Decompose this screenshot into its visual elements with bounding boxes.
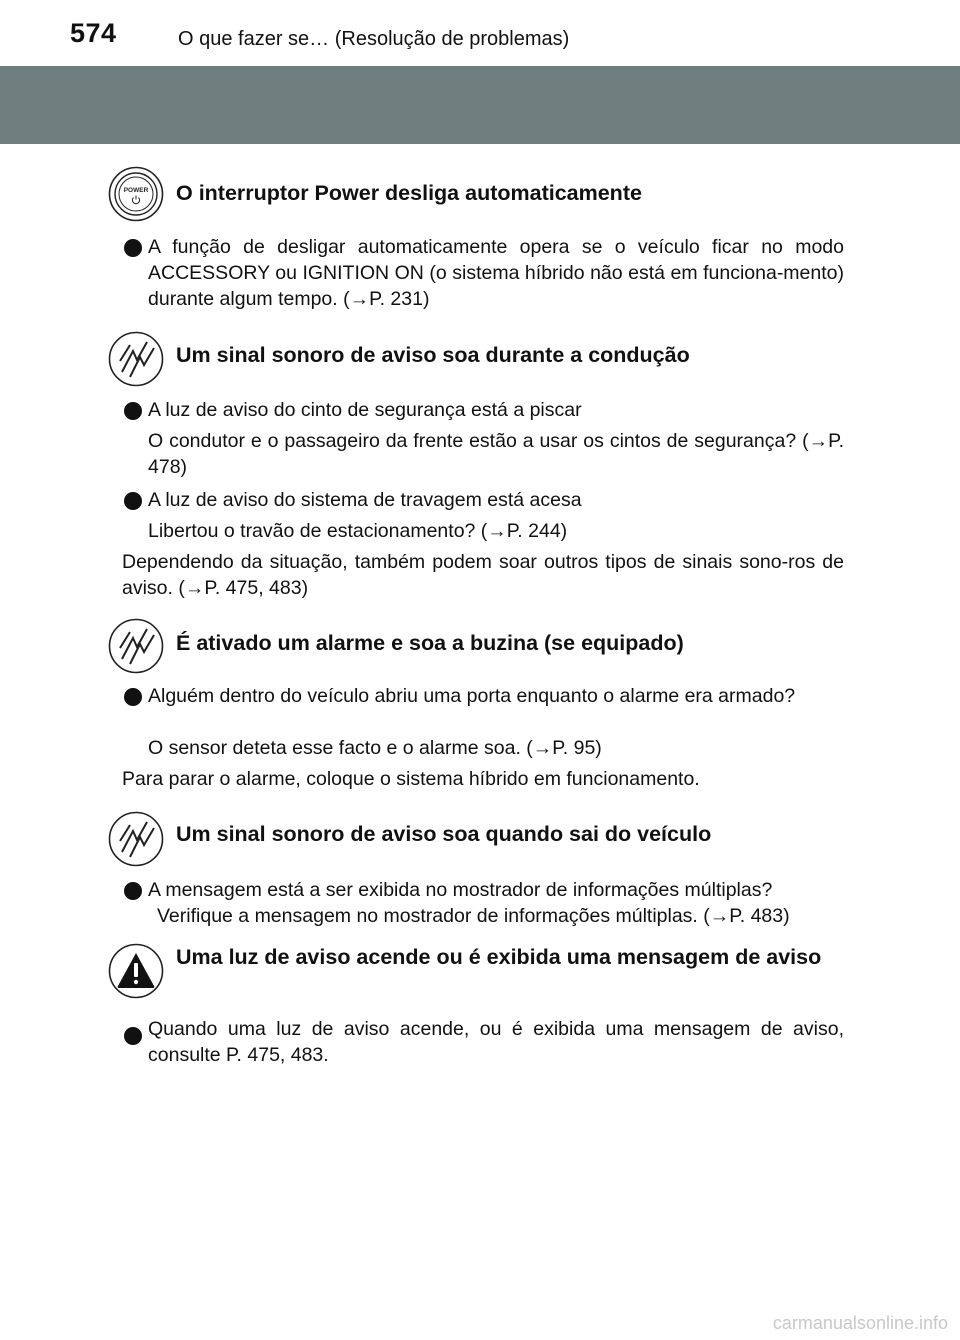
bullet-icon <box>124 688 142 706</box>
list-item: A luz de aviso do cinto de segurança está a piscar <box>148 399 582 421</box>
warning-triangle-icon <box>108 943 164 999</box>
list-item-detail: Verifique a mensagem no mostrador de informações múltiplas. (→P. 483) <box>157 905 790 927</box>
list-item: A mensagem está a ser exibida no mostrador de informações múltiplas? <box>148 879 773 901</box>
page-number: 574 <box>70 18 117 48</box>
list-item-detail: O condutor e o passageiro da frente estão a usar os cintos de segurança? (→P. 478) <box>148 430 844 478</box>
list-item-detail: O sensor deteta esse facto e o alarme soa. (→P. 95) <box>148 737 602 759</box>
warning-buzzer-icon <box>108 618 164 674</box>
page-header <box>0 0 960 60</box>
list-item: A função de desligar automaticamente opera se o veículo ficar no modo ACCESSORY ou IGNITION ON (o sistema híbrido não está em funciona-mento) durante algum tempo. (→P. 231) <box>148 236 844 310</box>
warning-buzzer-icon <box>108 331 164 387</box>
warning-buzzer-icon <box>108 811 164 867</box>
paragraph: Dependendo da situação, também podem soar outros tipos de sinais sono-ros de aviso. (→P. 475, 483) <box>122 551 844 599</box>
paragraph: Para parar o alarme, coloque o sistema híbrido em funcionamento. <box>122 768 700 790</box>
bullet-icon <box>124 402 142 420</box>
section-title: O interruptor Power desliga automaticamente <box>176 181 642 205</box>
section-title: É ativado um alarme e soa a buzina (se equipado) <box>176 631 684 655</box>
section-title: Um sinal sonoro de aviso soa durante a condução <box>176 343 690 367</box>
section-title: Um sinal sonoro de aviso soa quando sai do veículo <box>176 822 712 846</box>
running-title: O que fazer se… (Resolução de problemas) <box>178 28 570 50</box>
list-item: A luz de aviso do sistema de travagem está acesa <box>148 489 582 511</box>
bullet-icon <box>124 492 142 510</box>
svg-text:POWER: POWER <box>123 187 149 194</box>
watermark: carmanualsonline.info <box>772 1313 948 1333</box>
section-title: Uma luz de aviso acende ou é exibida uma mensagem de aviso <box>176 945 822 969</box>
list-item: Alguém dentro do veículo abriu uma porta enquanto o alarme era armado? <box>148 685 796 707</box>
header-band <box>0 66 960 144</box>
bullet-icon <box>124 882 142 900</box>
bullet-icon <box>124 239 142 257</box>
bullet-icon <box>124 1027 142 1045</box>
list-item: Quando uma luz de aviso acende, ou é exibida uma mensagem de aviso, consulte P. 475, 483. <box>148 1018 844 1066</box>
power-switch-icon <box>108 166 164 222</box>
list-item-detail: Libertou o travão de estacionamento? (→P. 244) <box>148 520 568 542</box>
